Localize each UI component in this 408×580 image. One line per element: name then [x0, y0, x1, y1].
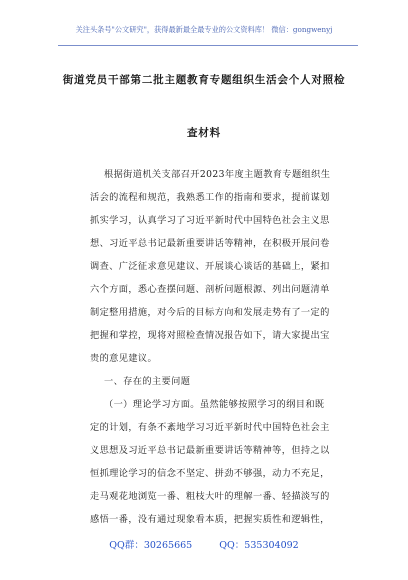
body-line: 抓实学习，认真学习了习近平新时代中国特色社会主义思	[90, 215, 330, 226]
section-heading: 一、存在的主要问题	[104, 376, 191, 387]
document-title-line-1: 街道党员干部第二批主题教育专题组织生活会个人对照检	[62, 74, 346, 86]
body-line: 把握和掌控，现将对照检查情况报告如下，请大家提出宝	[90, 330, 330, 341]
footer-qq-group: QQ群：30265665	[109, 540, 193, 551]
body-line: 想、习近平总书记最新重要讲话等精神，在积极开展问卷	[90, 238, 330, 249]
body-line: 定的计划，有条不紊地学习习近平新时代中国特色社会主	[90, 422, 330, 433]
body-line: 六个方面，悉心查摆问题、剖析问题根源、列出问题清单	[90, 284, 330, 295]
body-line: 根据街道机关支部召开2023年度主题教育专题组织生	[104, 169, 331, 180]
footer-qq: QQ：535304092	[219, 540, 299, 551]
body-line: 走马观花地浏览一番、粗枝大叶的理解一番、轻描淡写的	[90, 491, 330, 502]
body-line: 恒抓理论学习的信念不坚定、拼劲不够强，动力不充足，	[90, 468, 330, 479]
body-line: （一）理论学习方面。虽然能够按照学习的纲目和既	[104, 399, 325, 410]
body-line: 贵的意见建议。	[90, 353, 158, 364]
header-banner: 关注头条号"公文研究"，获得最新最全最专业的公文资料库！ 微信：gongwenyj	[75, 25, 333, 34]
header-divider	[58, 45, 358, 46]
document-title-line-2: 查材料	[187, 127, 221, 139]
body-line: 感悟一番，没有通过现象看本质，把握实质性和逻辑性，	[90, 514, 330, 525]
body-line: 活会的流程和规范，我熟悉工作的指南和要求，提前谋划	[90, 192, 330, 203]
body-line: 义思想及习近平总书记最新重要讲话等精神等，但持之以	[90, 445, 330, 456]
footer-contact	[0, 537, 408, 551]
body-line: 调查、广泛征求意见建议、开展谈心谈话的基础上，紧扣	[90, 261, 330, 272]
body-line: 制定整用措施，对今后的目标方向和发展走势有了一定的	[90, 307, 330, 318]
